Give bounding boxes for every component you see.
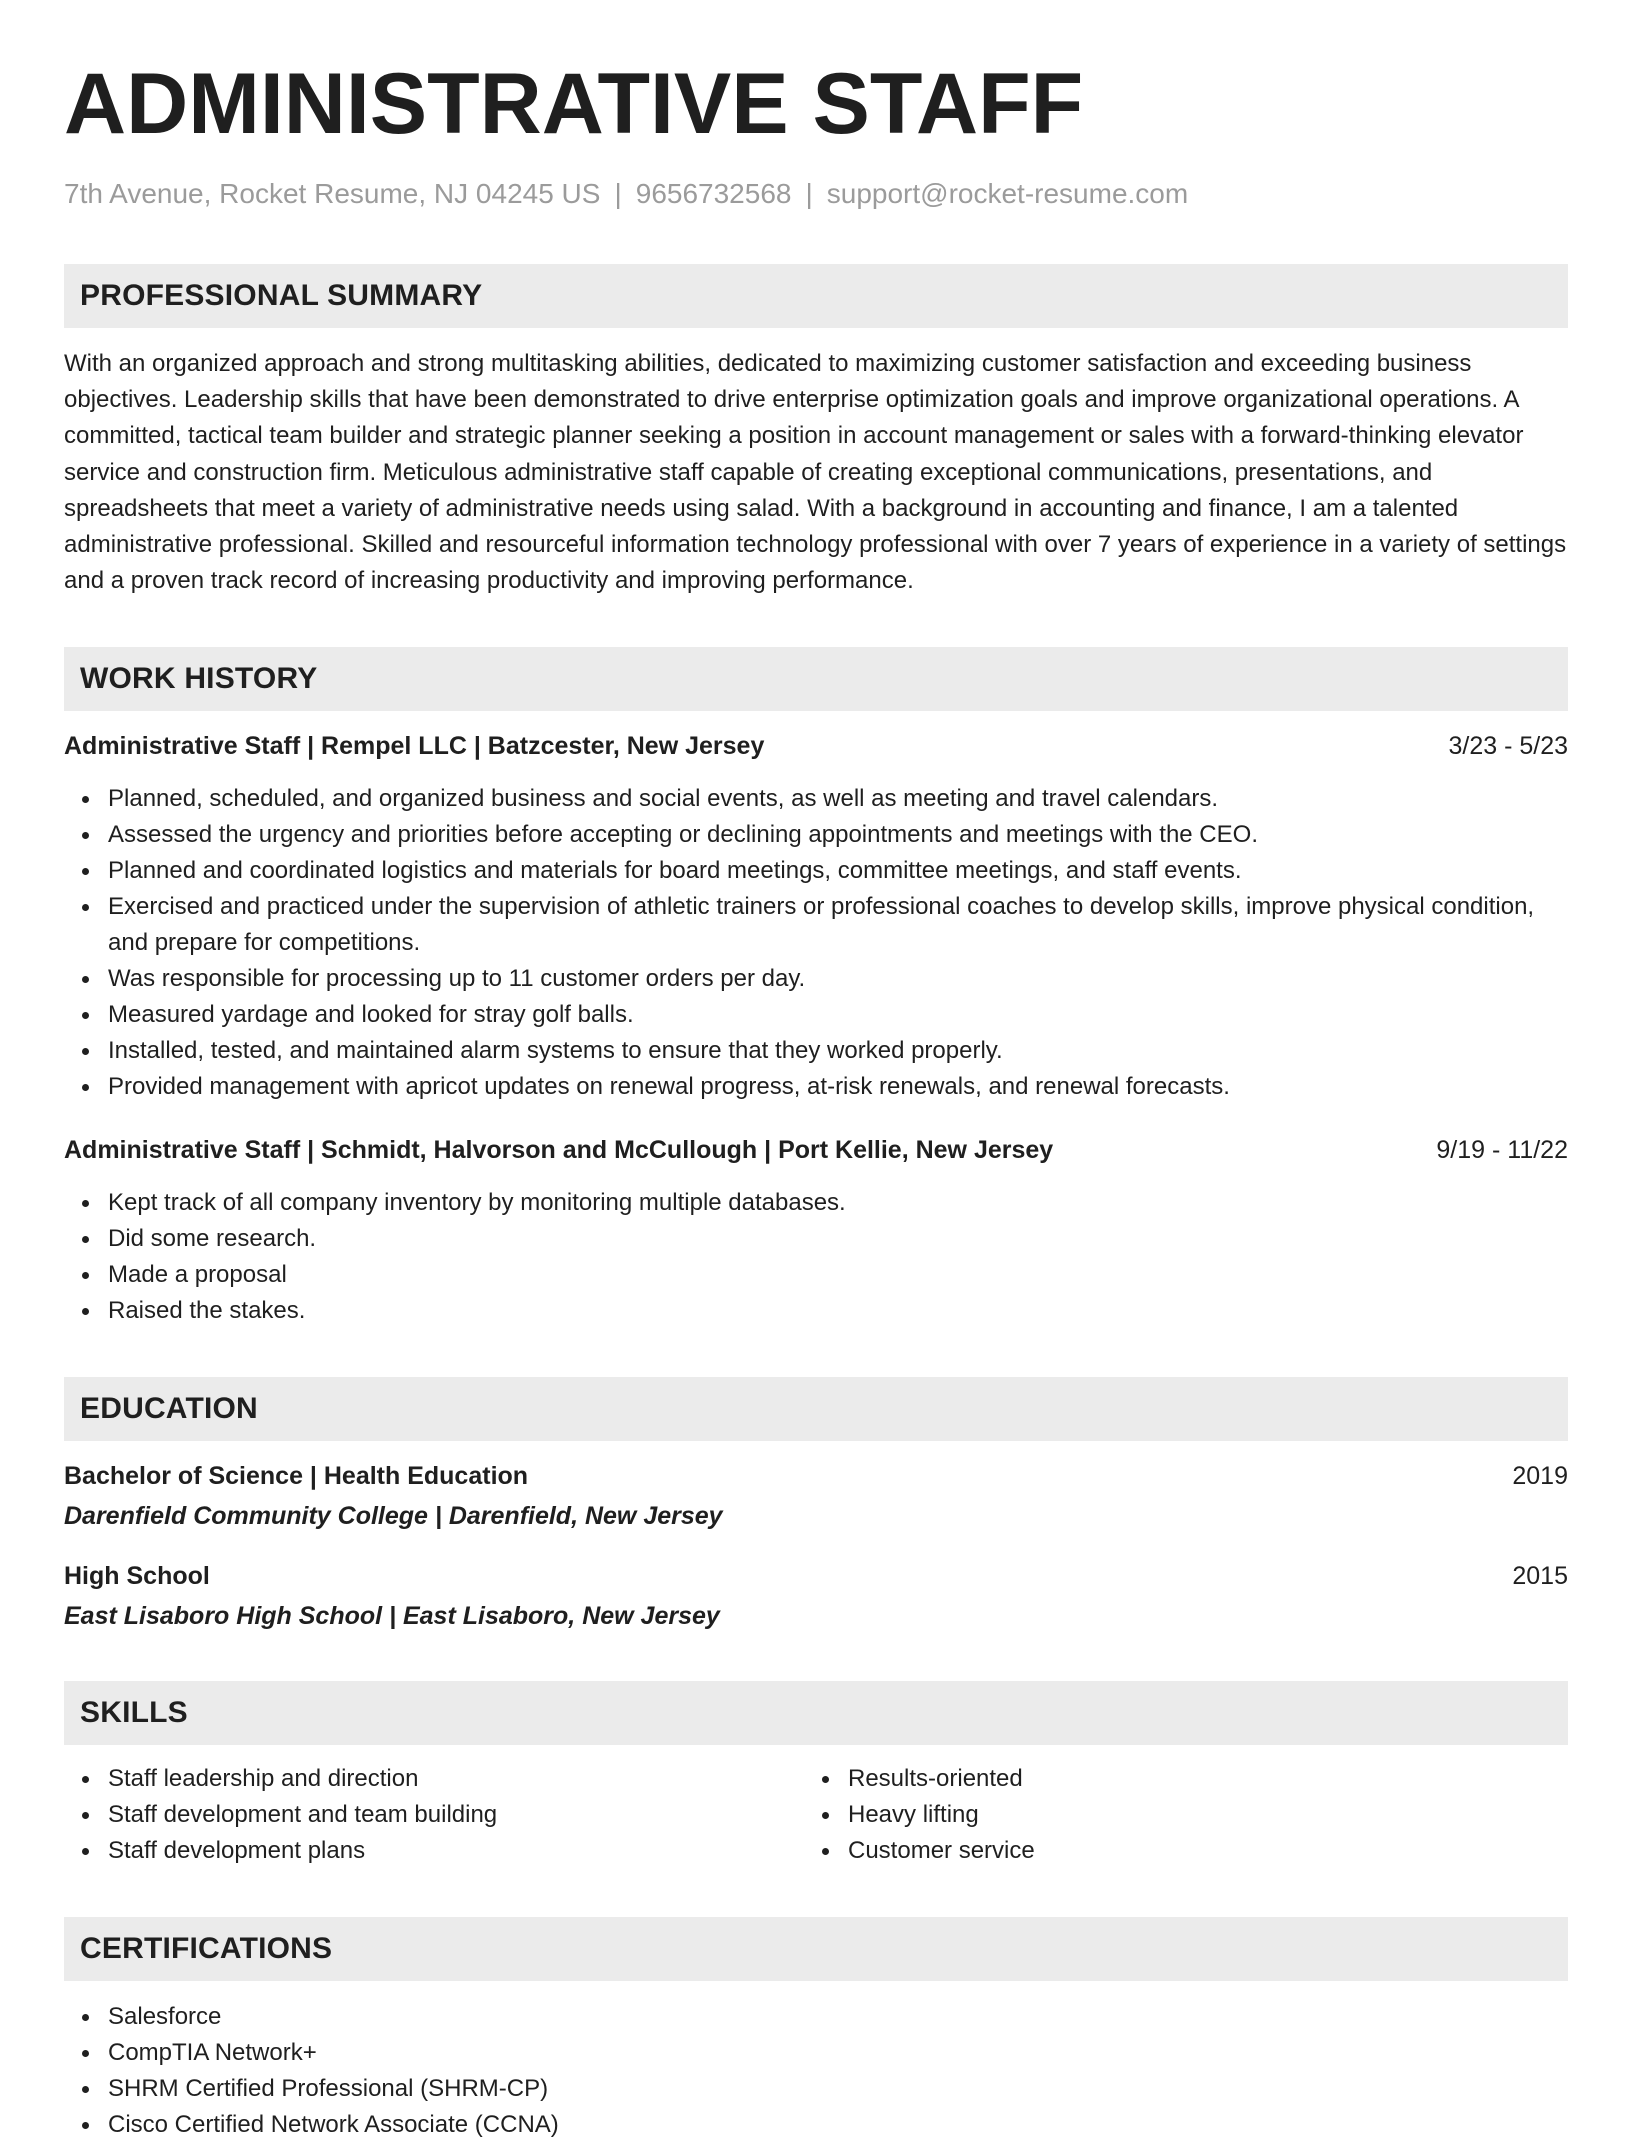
certification-item: Cisco Certified Network Associate (CCNA) — [64, 2107, 1568, 2143]
skills-right-column — [804, 1761, 1544, 1869]
job-bullet: Made a proposal — [64, 1257, 1568, 1293]
work-section-title: WORK HISTORY — [80, 662, 318, 696]
job-bullet: Provided management with apricot updates on renewal progress, at-risk renewals, and renewal forecasts. — [64, 1069, 1568, 1105]
education-header — [64, 1559, 1568, 1593]
skill-item: Heavy lifting — [804, 1797, 1544, 1833]
education-school: Darenfield Community College | Darenfield, New Jersey — [64, 1502, 723, 1531]
contact-email: support@rocket-resume.com — [826, 178, 1189, 209]
education-year: 2019 — [1512, 1462, 1568, 1491]
certifications-section-header — [64, 1917, 1568, 1981]
summary-section-header — [64, 264, 1568, 328]
job-heading: Administrative Staff | Rempel LLC | Batzcester, New Jersey — [64, 732, 765, 761]
certifications-list — [64, 1999, 1568, 2143]
skills-columns — [64, 1761, 1568, 1869]
education-school: East Lisaboro High School | East Lisaboro, New Jersey — [64, 1602, 720, 1631]
job-bullet: Did some research. — [64, 1221, 1568, 1257]
skills-section-header — [64, 1681, 1568, 1745]
education-header — [64, 1459, 1568, 1493]
job-heading: Administrative Staff | Schmidt, Halvorson and McCullough | Port Kellie, New Jersey — [64, 1136, 1054, 1165]
job-bullet: Was responsible for processing up to 11 customer orders per day. — [64, 961, 1568, 997]
education-entry — [64, 1559, 1568, 1633]
job-bullets — [64, 1185, 1568, 1329]
contact-line — [64, 176, 1568, 212]
job-bullet: Planned and coordinated logistics and materials for board meetings, committee meetings, and staff events. — [64, 853, 1568, 889]
certification-item: SHRM Certified Professional (SHRM-CP) — [64, 2071, 1568, 2107]
education-year: 2015 — [1512, 1562, 1568, 1591]
education-degree: High School — [64, 1562, 210, 1591]
skills-left-column — [64, 1761, 804, 1869]
skill-item: Staff development and team building — [64, 1797, 804, 1833]
job-bullets — [64, 781, 1568, 1105]
certification-item: CompTIA Network+ — [64, 2035, 1568, 2071]
education-section-title: EDUCATION — [80, 1392, 258, 1426]
job-entry — [64, 1133, 1568, 1329]
education-degree: Bachelor of Science | Health Education — [64, 1462, 529, 1491]
work-section-header — [64, 647, 1568, 711]
job-entry — [64, 729, 1568, 1105]
education-section-header — [64, 1377, 1568, 1441]
job-dates: 3/23 - 5/23 — [1448, 732, 1568, 761]
job-dates: 9/19 - 11/22 — [1436, 1136, 1568, 1165]
skill-item: Staff leadership and direction — [64, 1761, 804, 1797]
summary-text: With an organized approach and strong multitasking abilities, dedicated to maximizing customer satisfaction and exceeding business objectives. Leadership skills that have been demonstrated to drive enterprise optimization goals and improve organizational operations. A committed, tactical team builder and strategic planner seeking a position in account management or sales with a forward-thinking elevator service and construction firm. Meticulous administrative staff capable of creating exceptional communications, presentations, and spreadsheets that meet a variety of administrative needs using salad. With a background in accounting and finance, I am a talented administrative professional. Skilled and resourceful information technology professional with over 7 years of experience in a variety of settings and a proven track record of increasing productivity and improving performance. — [64, 350, 1567, 595]
certifications-section-title: CERTIFICATIONS — [80, 1932, 333, 1966]
skills-section-title: SKILLS — [80, 1696, 188, 1730]
job-bullet: Measured yardage and looked for stray golf balls. — [64, 997, 1568, 1033]
job-header — [64, 729, 1568, 763]
contact-separator: | — [614, 178, 622, 209]
skill-item: Staff development plans — [64, 1833, 804, 1869]
job-bullet: Planned, scheduled, and organized business and social events, as well as meeting and travel calendars. — [64, 781, 1568, 817]
contact-phone: 9656732568 — [635, 178, 792, 209]
job-bullet: Kept track of all company inventory by monitoring multiple databases. — [64, 1185, 1568, 1221]
contact-address: 7th Avenue, Rocket Resume, NJ 04245 US — [64, 178, 601, 209]
job-bullet: Raised the stakes. — [64, 1293, 1568, 1329]
contact-separator: | — [805, 178, 813, 209]
skill-item: Customer service — [804, 1833, 1544, 1869]
job-bullet: Assessed the urgency and priorities before accepting or declining appointments and meetings with the CEO. — [64, 817, 1568, 853]
summary-section-title: PROFESSIONAL SUMMARY — [80, 279, 483, 312]
job-bullet: Installed, tested, and maintained alarm systems to ensure that they worked properly. — [64, 1033, 1568, 1069]
skill-item: Results-oriented — [804, 1761, 1544, 1797]
resume-name: ADMINISTRATIVE STAFF — [64, 56, 1084, 152]
job-header — [64, 1133, 1568, 1167]
certification-item: Salesforce — [64, 1999, 1568, 2035]
job-bullet: Exercised and practiced under the supervision of athletic trainers or professional coaches to develop skills, improve physical condition, and prepare for competitions. — [64, 889, 1568, 961]
education-entry — [64, 1459, 1568, 1533]
